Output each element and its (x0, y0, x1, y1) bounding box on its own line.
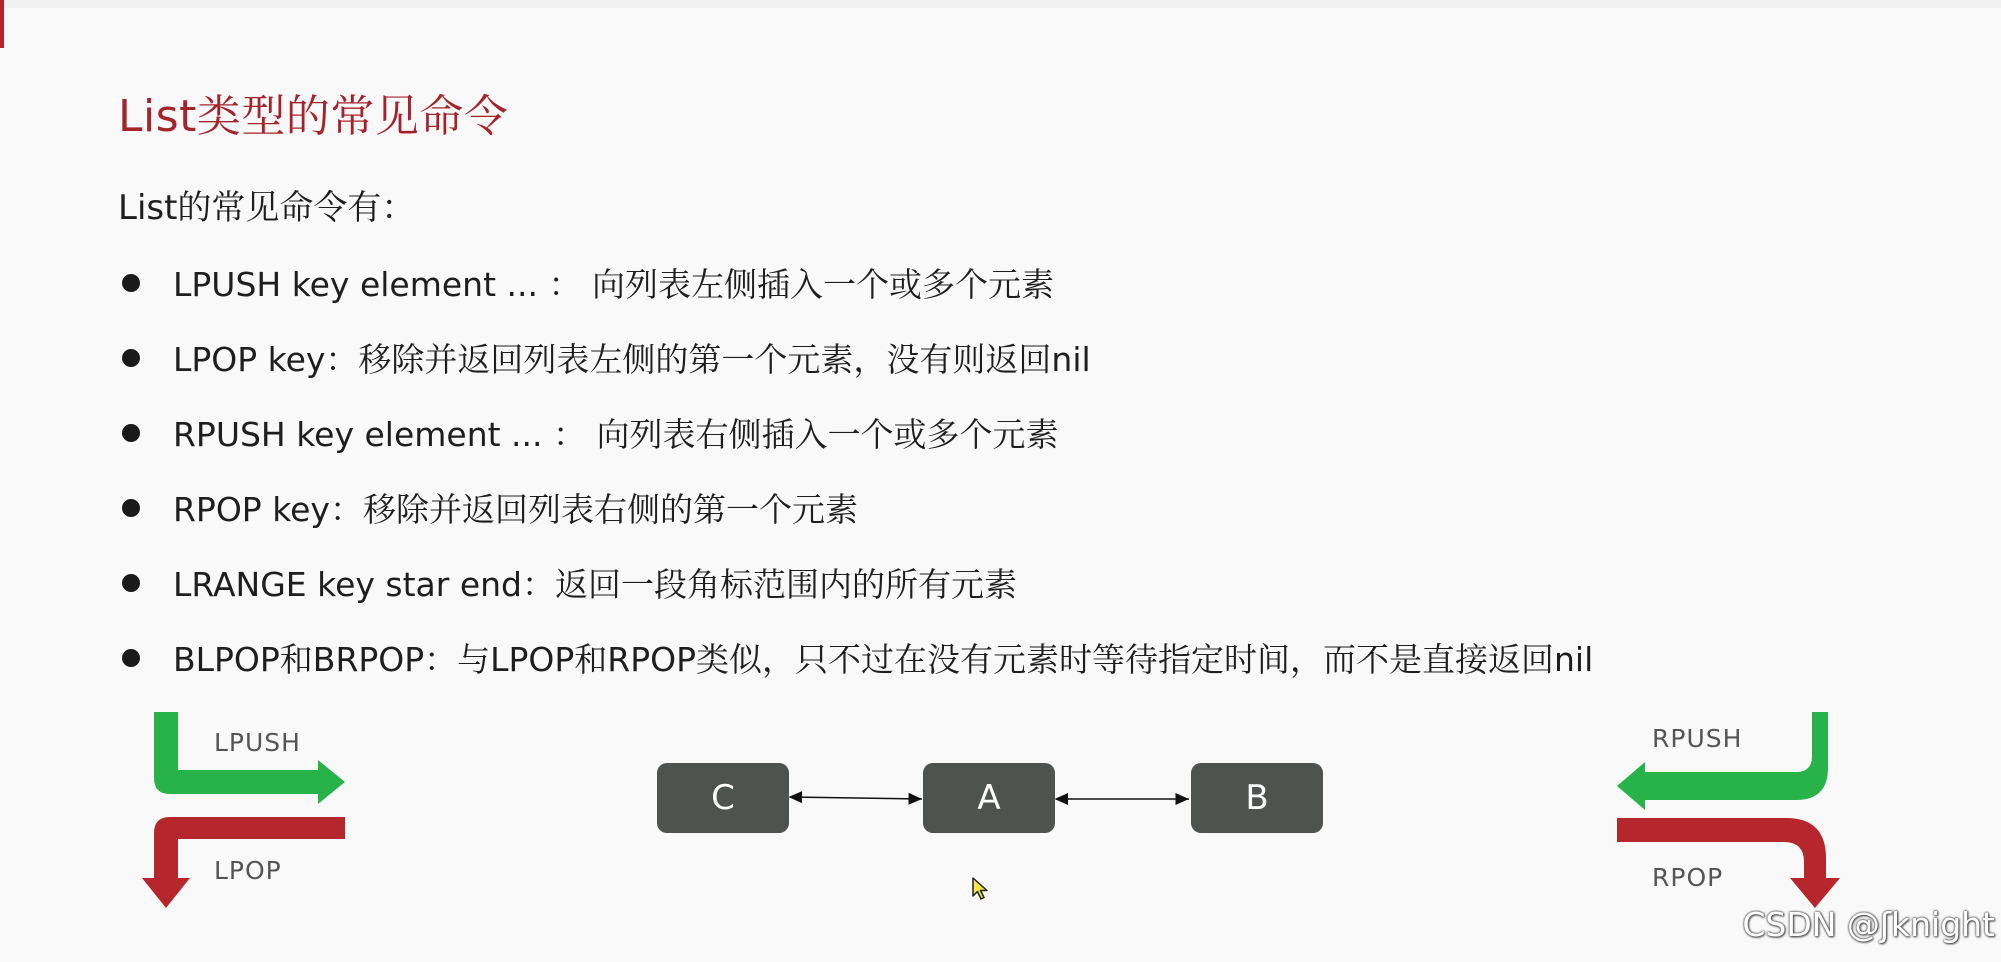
slide-title: List类型的常见命令 (118, 91, 509, 142)
command-text: LPUSH key element ... ： 向列表左侧插入一个或多个元素 (173, 265, 1054, 304)
command-text: LRANGE key star end：返回一段角标范围内的所有元素 (173, 565, 1017, 604)
lpush-arrow-icon (154, 712, 345, 804)
intro-text: List的常见命令有： (118, 188, 416, 228)
command-text: BLPOP和BRPOP：与LPOP和RPOP类似，只不过在没有元素时等待指定时间，而不是直接返回nil (173, 640, 1594, 679)
lpush-label: LPUSH (214, 728, 301, 757)
mouse-cursor-icon (971, 876, 991, 906)
command-text: RPUSH key element ... ： 向列表右侧插入一个或多个元素 (173, 415, 1059, 454)
list-node: A (923, 763, 1055, 833)
command-text: LPOP key：移除并返回列表左侧的第一个元素，没有则返回nil (173, 340, 1091, 379)
rpush-label: RPUSH (1652, 724, 1743, 753)
list-node: B (1191, 763, 1323, 833)
rpop-arrow-icon (1617, 818, 1840, 908)
lpop-label: LPOP (214, 856, 282, 885)
list-node: C (657, 763, 789, 833)
rpop-label: RPOP (1652, 863, 1724, 892)
connector-c-a (790, 797, 922, 799)
command-text: RPOP key：移除并返回列表右侧的第一个元素 (173, 490, 858, 529)
csdn-watermark: CSDN @ʃknight (1742, 905, 1995, 944)
